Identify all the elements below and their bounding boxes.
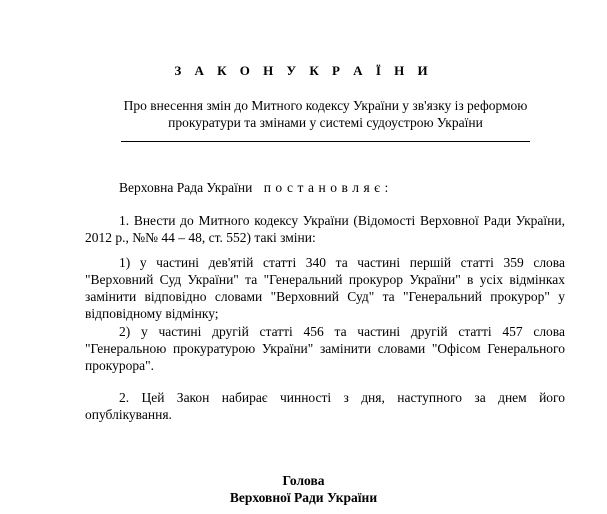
law-subtitle: Про внесення змін до Митного кодексу України у зв'язку із реформою прокуратури та змінами у системі судоустрою України	[123, 98, 528, 130]
resolution-intro	[119, 179, 393, 196]
paragraph-1: 1. Внести до Митного кодексу України (Відомості Верховної Ради України, 2012 р., №№ 44 – 48, ст. 552) такі зміни:	[85, 213, 565, 245]
paragraph-1-item-1: 1) у частині дев'ятій статті 340 та частині першій статті 359 слова "Верховний Суд України" та "Генеральний прокурор України" в усіх відмінках замінити відповідно словами "Верховний Суд" та "Генеральний прокурор" у відповідному відмінку;	[85, 255, 565, 321]
title-underline	[121, 141, 530, 142]
paragraph-1-item-2: 2) у частині другій статті 456 та частині другій статті 457 слова "Генеральною прокуратурою України" замінити словами "Офісом Генерального прокурора".	[85, 324, 565, 373]
intro-verb: постановляє:	[263, 180, 393, 195]
intro-body: Верховна Рада України	[119, 180, 253, 195]
signature-org: Верховної Ради України	[229, 490, 378, 505]
law-title: З А К О Н У К Р А Ї Н И	[174, 63, 433, 78]
signature-title: Голова	[282, 473, 325, 488]
paragraph-2: 2. Цей Закон набирає чинності з дня, наступного за днем його опублікування.	[85, 390, 565, 422]
